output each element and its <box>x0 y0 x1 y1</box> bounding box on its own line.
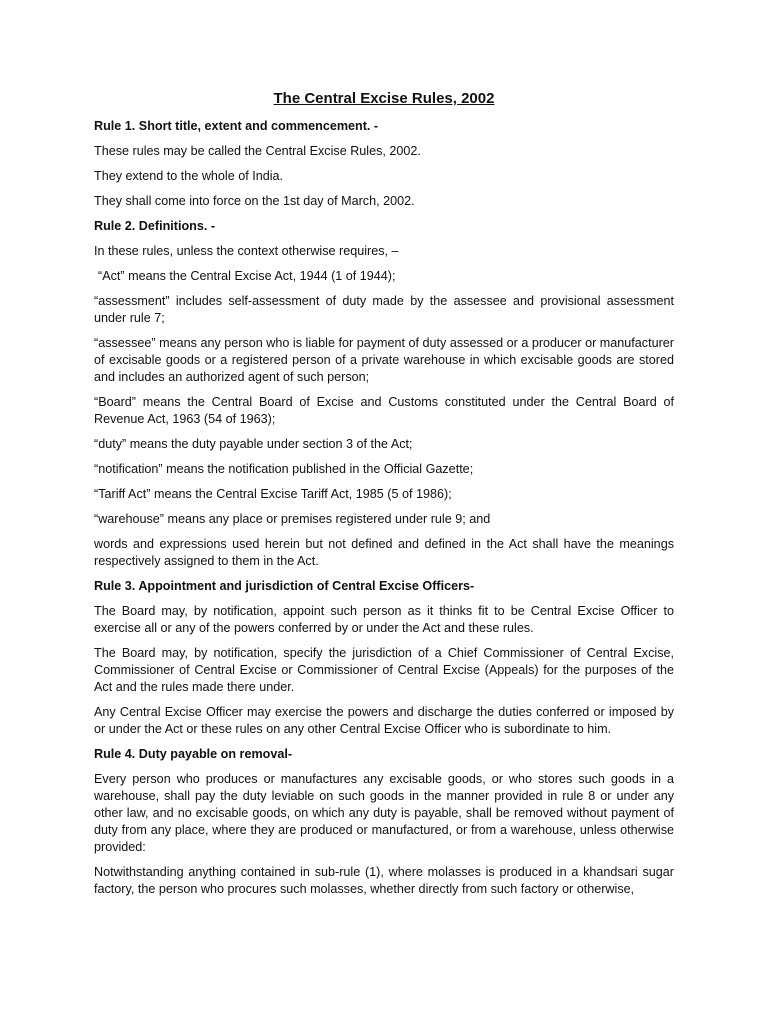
document-title: The Central Excise Rules, 2002 <box>273 90 495 107</box>
paragraph: The Board may, by notification, specify the jurisdiction of a Chief Commissioner of Central Excise, Commissioner of Central Excise or Commissioner of Central Excise (Appeals) for the purposes of the Act and the rules made there under. <box>94 646 674 694</box>
paragraph: The Board may, by notification, appoint such person as it thinks fit to be Central Excise Officer to exercise all or any of the powers conferred by or under the Act and these rules. <box>94 604 674 635</box>
paragraph: They extend to the whole of India. <box>94 169 284 183</box>
rule-3-heading: Rule 3. Appointment and jurisdiction of Central Excise Officers- <box>94 579 475 593</box>
paragraph: Any Central Excise Officer may exercise the powers and discharge the duties conferred or imposed by or under the Act or these rules on any other Central Excise Officer who is subordinate to him. <box>94 705 674 736</box>
paragraph: words and expressions used herein but not defined and defined in the Act shall have the meanings respectively assigned to them in the Act. <box>94 537 674 568</box>
paragraph: Notwithstanding anything contained in sub-rule (1), where molasses is produced in a khandsari sugar factory, the person who procures such molasses, whether directly from such factory or otherwise, <box>94 865 674 896</box>
definition-warehouse: “warehouse” means any place or premises registered under rule 9; and <box>94 512 491 526</box>
definition-act: “Act” means the Central Excise Act, 1944 (1 of 1944); <box>98 269 396 283</box>
definition-board: “Board” means the Central Board of Excise and Customs constituted under the Central Board of Revenue Act, 1963 (54 of 1963); <box>94 395 674 426</box>
definition-duty: “duty” means the duty payable under section 3 of the Act; <box>94 437 413 451</box>
definition-notification: “notification” means the notification published in the Official Gazette; <box>94 462 474 476</box>
paragraph: Every person who produces or manufactures any excisable goods, or who stores such goods in a warehouse, shall pay the duty leviable on such goods in the manner provided in rule 8 or under any other law, and no excisable goods, on which any duty is payable, shall be removed without payment of duty from any place, where they are produced or manufactured, or from a warehouse, unless otherwise provided: <box>94 772 674 854</box>
paragraph: In these rules, unless the context otherwise requires, – <box>94 244 399 258</box>
rule-1-heading: Rule 1. Short title, extent and commencement. - <box>94 119 379 133</box>
definition-tariff-act: “Tariff Act” means the Central Excise Tariff Act, 1985 (5 of 1986); <box>94 487 452 501</box>
definition-assessee: “assessee” means any person who is liable for payment of duty assessed or a producer or manufacturer of excisable goods or a registered person of a private warehouse in which excisable goods are stored and includes an authorized agent of such person; <box>94 336 674 384</box>
rule-2-heading: Rule 2. Definitions. - <box>94 219 216 233</box>
definition-assessment: “assessment” includes self-assessment of duty made by the assessee and provisional assessment under rule 7; <box>94 294 674 325</box>
paragraph: They shall come into force on the 1st day of March, 2002. <box>94 194 415 208</box>
rule-4-heading: Rule 4. Duty payable on removal- <box>94 747 293 761</box>
paragraph: These rules may be called the Central Excise Rules, 2002. <box>94 144 421 158</box>
